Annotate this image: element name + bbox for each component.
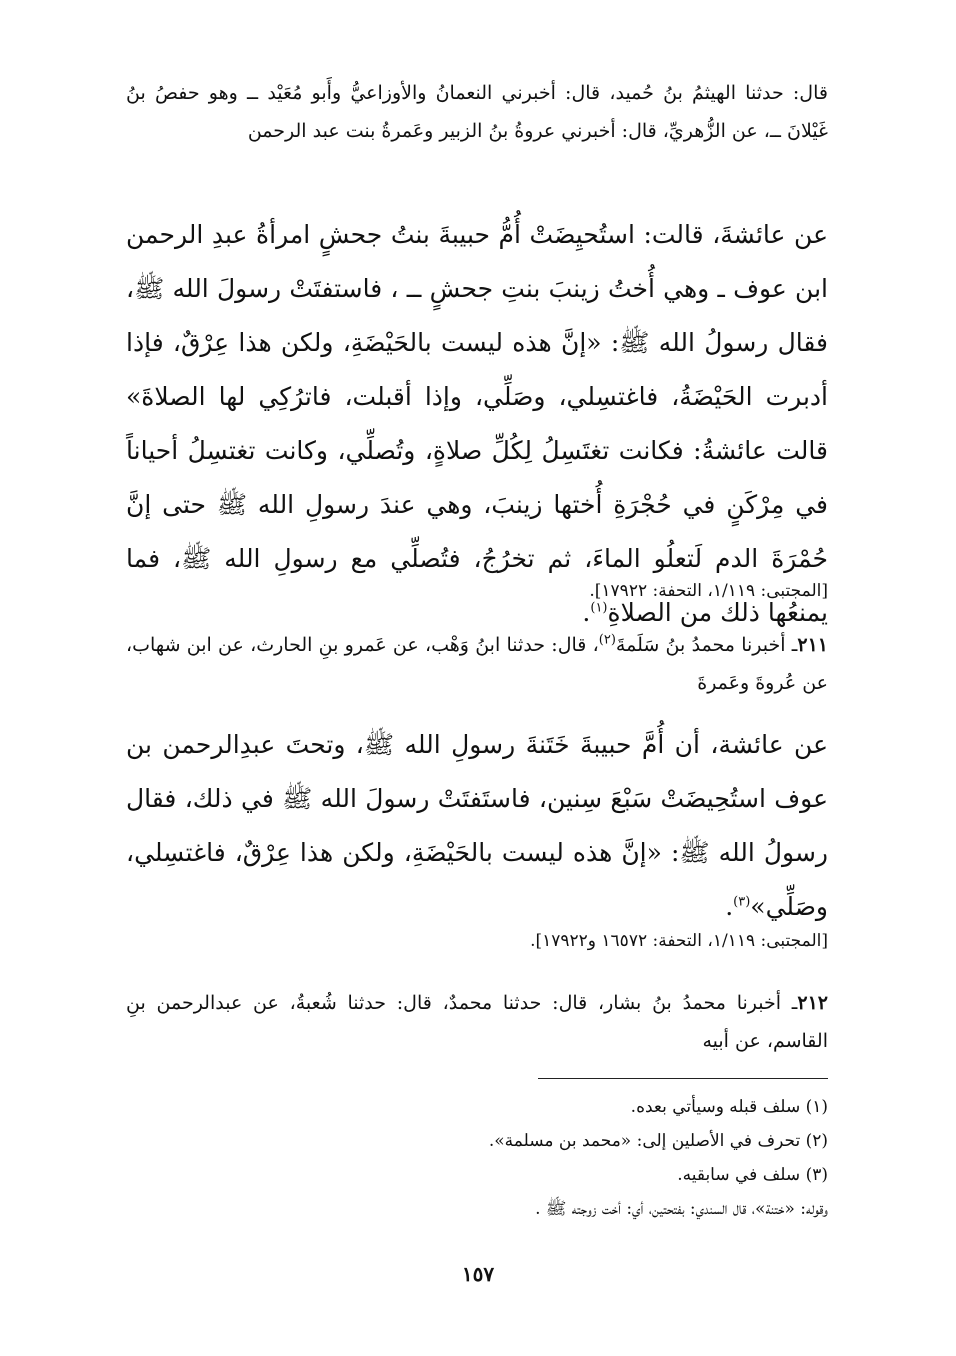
hadith-210-matn bbox=[126, 208, 828, 640]
hadith-210-isnad: قال: حدثنا الهيثمُ بنُ حُميد، قال: أخبرني النعمانُ والأوزاعيُّ وأَبو مُعَيْد ــ وهو حفصُ بنُ غَيْلانَ ــ، عن الزُّهريِّ، قال: أخبرني عروةُ بنُ الزبير وعَمرةُ بنت عبد الرحمن bbox=[126, 82, 828, 142]
hadith-211-matn-text: عن عائشة، أن أُمَّ حبيبةَ خَتَنةَ رسولِ الله ﷺ، وتحتَ عبدِالرحمن بن عوف استُحِيضَتْ سَبْعَ سِنين، فاستَفتَتْ رسولَ الله ﷺ في ذلك، فقال رسولُ الله ﷺ: «إنَّ هذه ليست بالحَيْضَةِ، ولكن هذا عِرْقٌ، فاغتسِلي، وصَلِّي» bbox=[126, 730, 828, 921]
hadith-211-matn-end: . bbox=[725, 892, 734, 921]
footnote-3: (٣) سلف في سابقيه. bbox=[677, 1165, 828, 1185]
hadith-211-isnad-text-2: ، قال: حدثنا ابنُ وَهْب، عن عَمرو بنِ الحارث، عن ابن شهاب، عن عُروةَ وعَمرةَ bbox=[126, 634, 828, 694]
footnotes bbox=[126, 1090, 828, 1226]
hadith-212-isnad-text: ـ أخبرنا محمدُ بنُ بشار، قال: حدثنا محمدٌ، قال: حدثنا شُعبةُ، عن عبدالرحمن بنِ القاسم، عن أبيه bbox=[126, 992, 828, 1052]
footnote-separator bbox=[538, 1078, 828, 1079]
footnote-1: (١) سلف قبله وسيأتي بعده. bbox=[630, 1097, 828, 1117]
hadith-211-number: ٢١١ bbox=[797, 634, 829, 656]
footnote-ref-3[interactable]: (٣) bbox=[733, 894, 751, 910]
footnote-2: (٢) تحرف في الأصلين إلى: «محمد بن مسلمة». bbox=[488, 1131, 828, 1151]
footnote-3-comment: وقوله: «ختنة»، قال السندي: بفتحتين، أي: أخت زوجته ﷺ . bbox=[535, 1199, 828, 1219]
footnote-ref-1[interactable]: (١) bbox=[590, 600, 608, 616]
footnote-ref-2[interactable]: (٢) bbox=[598, 632, 616, 648]
hadith-210-matn-text: عن عائشةَ، قالت: استُحيِضَتْ أُمُّ حبيبةَ بنتُ جحشٍ امرأةُ عبدِ الرحمن ابن عوف ـ وهي أُختُ زينبَ بنتِ جحشٍ ــ ، فاستفتَتْ رسولَ الله ﷺ، فقال رسولُ الله ﷺ: «إنَّ هذه ليست بالحَيْضَةِ، ولكن هذا عِرْقٌ، فإذا أدبرت الحَيْضَةُ، فاغتسِلي، وصَلِّي، وإذا أقبلت، فاترُكِي لها الصلاةَ» قالت عائشةُ: فكانت تغتَسِلُ لِكُلِّ صلاةٍ، وتُصلِّي، وكانت تغتسِلُ أحياناً في مِرْكَنٍ في حُجْرَةِ أُختها زينبَ، وهي عندَ رسولِ الله ﷺ حتى إنَّ حُمْرَةَ الدم لَتعلُو الماءَ، ثم تخرُجُ، فتُصلِّي مع رسولِ الله ﷺ، فما يمنعُها ذلك من الصلاةِ bbox=[126, 220, 828, 627]
hadith-210-reference: [المجتبى: ١/١١٩، التحفة: ١٧٩٢٢]. bbox=[589, 581, 828, 601]
hadith-212-number: ٢١٢ bbox=[797, 992, 828, 1014]
hadith-211-isnad-text-1: ـ أخبرنا محمدُ بنُ سَلَمةَ bbox=[615, 634, 798, 656]
page-number: ١٥٧ bbox=[461, 1262, 495, 1286]
hadith-211-isnad bbox=[126, 626, 828, 702]
hadith-210-matn-end: . bbox=[582, 598, 591, 627]
hadith-211-matn bbox=[126, 718, 828, 934]
hadith-211-reference: [المجتبى: ١/١١٩، التحفة: ١٦٥٧٢ و١٧٩٢٢]. bbox=[530, 931, 828, 951]
hadith-212-isnad bbox=[126, 984, 828, 1060]
